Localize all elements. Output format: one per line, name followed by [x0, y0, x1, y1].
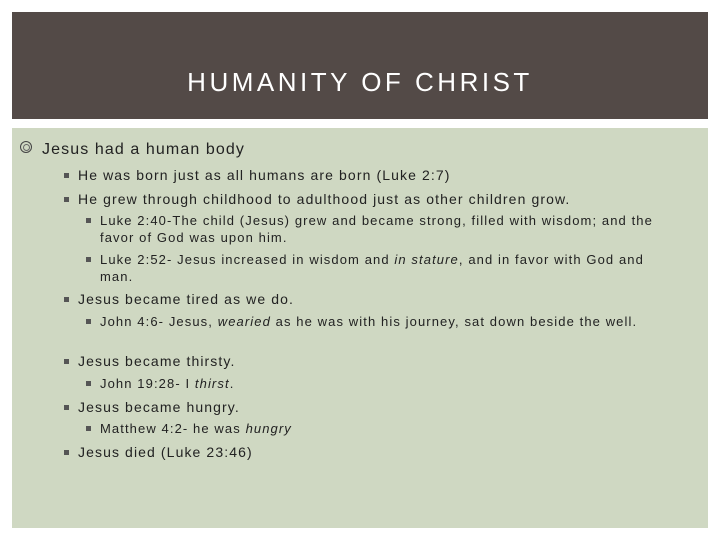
- square-bullet-icon: [86, 257, 91, 262]
- square-bullet-icon: [86, 426, 91, 431]
- sub-item-died: [78, 443, 253, 461]
- emphasis-text: hungry: [245, 421, 292, 436]
- sub-item-text: He grew through childhood to adulthood just as other children grow.: [78, 191, 571, 207]
- content-panel: [12, 128, 708, 528]
- square-bullet-icon: [64, 359, 69, 364]
- sub-item-thirsty: [78, 352, 235, 370]
- subsub-item-text: John 19:28- I: [100, 376, 195, 391]
- square-bullet-icon: [64, 450, 69, 455]
- sub-item-grew: [78, 190, 570, 208]
- emphasis-text: wearied: [217, 314, 271, 329]
- subsub-item-matthew-4-2: [100, 420, 670, 437]
- subsub-item-text-end: , and in favor with God and man.: [100, 252, 644, 284]
- subsub-item-john-19-28: [100, 375, 670, 392]
- subsub-item-luke-2-52: [100, 251, 670, 285]
- sub-item-text: He was born just as all humans are born (Luke 2:7): [78, 167, 451, 183]
- square-bullet-icon: [86, 218, 91, 223]
- sub-item-born: [78, 166, 451, 184]
- square-bullet-icon: [64, 197, 69, 202]
- slide-title: HUMANITY OF CHRIST: [187, 67, 533, 97]
- subsub-item-luke-2-40: [100, 212, 670, 246]
- sub-item-text: Jesus died (Luke 23:46): [78, 444, 253, 460]
- sub-item-hungry: [78, 398, 240, 416]
- emphasis-text: in stature: [394, 252, 459, 267]
- subsub-item-john-4-6: [100, 313, 670, 330]
- subsub-item-text-end: as he was with his journey, sat down beside the well.: [270, 314, 638, 329]
- sub-item-text: Jesus became tired as we do.: [78, 291, 295, 307]
- sub-item-tired: [78, 290, 294, 308]
- subsub-item-text: Matthew 4:2- he was: [100, 421, 246, 436]
- square-bullet-icon: [64, 297, 69, 302]
- subsub-item-text: Luke 2:40-The child (Jesus) grew and became strong, filled with wisdom; and the favor of God was upon him.: [100, 213, 653, 245]
- title-band: [12, 12, 708, 119]
- subsub-item-text: Luke 2:52- Jesus increased in wisdom and: [100, 252, 395, 267]
- subsub-item-text-end: .: [229, 376, 235, 391]
- main-bullet-item: [42, 140, 245, 160]
- square-bullet-icon: [64, 405, 69, 410]
- sub-item-text: Jesus became hungry.: [78, 399, 240, 415]
- circle-bullet-icon: [20, 141, 32, 153]
- square-bullet-icon: [86, 381, 91, 386]
- square-bullet-icon: [86, 319, 91, 324]
- subsub-item-text: John 4:6- Jesus,: [100, 314, 218, 329]
- emphasis-text: thirst: [194, 376, 230, 391]
- square-bullet-icon: [64, 173, 69, 178]
- sub-item-text: Jesus became thirsty.: [78, 353, 236, 369]
- main-bullet-text: Jesus had a human body: [42, 141, 245, 158]
